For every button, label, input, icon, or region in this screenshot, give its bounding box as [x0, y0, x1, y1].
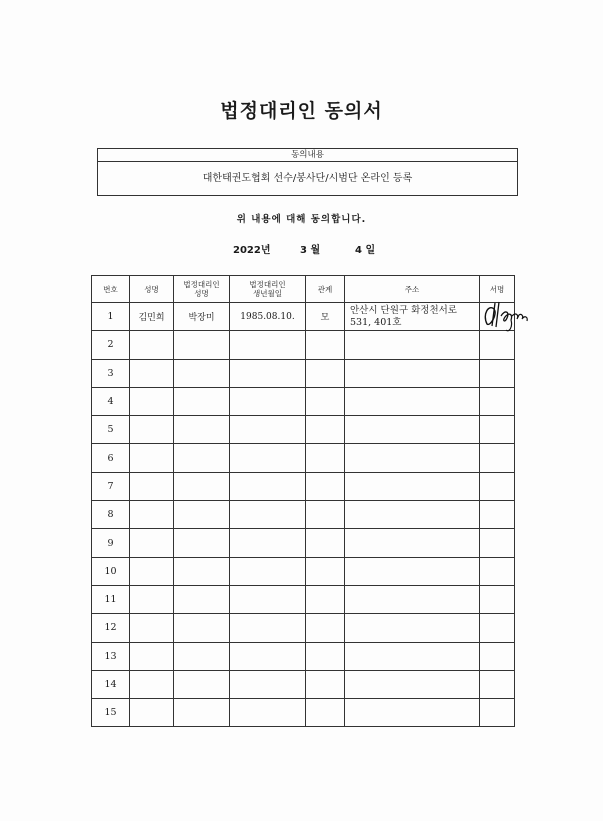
- row-number: 3: [92, 359, 130, 387]
- row-signature: [480, 359, 515, 387]
- consent-body: 대한태권도협회 선수/봉사단/시범단 온라인 등록: [202, 173, 413, 184]
- row-address: 안산시 단원구 화정천서로 531, 401호: [345, 303, 480, 331]
- row-birth: [230, 501, 306, 529]
- row-birth: [230, 642, 306, 670]
- row-birth: [230, 387, 306, 415]
- table-row: [92, 472, 515, 500]
- header-guardian-birth-line1: 법정대리인: [249, 280, 286, 289]
- table-header-row: [92, 276, 515, 303]
- row-name: [130, 416, 174, 444]
- row-signature: [480, 472, 515, 500]
- row-number: 13: [92, 642, 130, 670]
- row-guardian: [174, 444, 230, 472]
- table-row: [92, 444, 515, 472]
- row-guardian: [174, 529, 230, 557]
- row-number: 8: [92, 501, 130, 529]
- header-guardian-birth: [230, 276, 306, 303]
- row-signature: [480, 670, 515, 698]
- row-signature: [480, 699, 515, 727]
- date-year: 2022년: [233, 245, 271, 256]
- table-row: [92, 387, 515, 415]
- row-signature: [480, 501, 515, 529]
- row-address: [345, 387, 480, 415]
- row-guardian: [174, 699, 230, 727]
- date-line: [0, 241, 603, 255]
- table-row: [92, 614, 515, 642]
- row-signature: [480, 387, 515, 415]
- header-guardian-birth-line2: 생년월일: [253, 289, 282, 298]
- header-guardian-name: [174, 276, 230, 303]
- row-number: 2: [92, 331, 130, 359]
- row-guardian: [174, 557, 230, 585]
- row-number: 12: [92, 614, 130, 642]
- row-birth: [230, 331, 306, 359]
- row-guardian: [174, 614, 230, 642]
- row-address: [345, 557, 480, 585]
- row-relation: [306, 472, 345, 500]
- row-name: [130, 472, 174, 500]
- row-number: 9: [92, 529, 130, 557]
- row-relation: 모: [306, 303, 345, 331]
- consent-header: 동의내용: [98, 149, 517, 162]
- row-guardian: [174, 472, 230, 500]
- row-number: 7: [92, 472, 130, 500]
- row-name: [130, 529, 174, 557]
- row-number: 6: [92, 444, 130, 472]
- header-address: 주소: [345, 276, 480, 303]
- table-row: [92, 585, 515, 613]
- table-row: [92, 416, 515, 444]
- row-address: [345, 642, 480, 670]
- row-address: [345, 416, 480, 444]
- row-number: 5: [92, 416, 130, 444]
- row-relation: [306, 416, 345, 444]
- header-guardian-name-line1: 법정대리인: [183, 280, 220, 289]
- row-number: 14: [92, 670, 130, 698]
- row-guardian: [174, 331, 230, 359]
- row-name: [130, 614, 174, 642]
- table-row: [92, 331, 515, 359]
- date-day: 4 일: [355, 245, 376, 256]
- table-row: [92, 670, 515, 698]
- table-row: [92, 699, 515, 727]
- row-relation: [306, 557, 345, 585]
- table-row: [92, 359, 515, 387]
- row-address: [345, 670, 480, 698]
- row-birth: 1985.08.10.: [230, 303, 306, 331]
- row-relation: [306, 699, 345, 727]
- row-signature: [480, 557, 515, 585]
- row-birth: [230, 670, 306, 698]
- row-guardian: [174, 416, 230, 444]
- row-name: [130, 501, 174, 529]
- row-birth: [230, 416, 306, 444]
- row-guardian: [174, 642, 230, 670]
- row-birth: [230, 585, 306, 613]
- page-title: 법정대리인 동의서: [220, 100, 383, 122]
- row-relation: [306, 359, 345, 387]
- row-name: 김민희: [130, 303, 174, 331]
- header-guardian-name-line2: 성명: [194, 289, 209, 298]
- row-guardian: [174, 585, 230, 613]
- row-address: [345, 585, 480, 613]
- row-address: [345, 331, 480, 359]
- row-name: [130, 557, 174, 585]
- row-number: 15: [92, 699, 130, 727]
- row-signature: [480, 614, 515, 642]
- row-signature: [480, 444, 515, 472]
- row-name: [130, 387, 174, 415]
- row-relation: [306, 670, 345, 698]
- date-month: 3 월: [300, 245, 321, 256]
- table-row: [92, 557, 515, 585]
- row-relation: [306, 642, 345, 670]
- row-address: [345, 614, 480, 642]
- row-name: [130, 444, 174, 472]
- row-guardian: 박장미: [174, 303, 230, 331]
- row-birth: [230, 359, 306, 387]
- row-name: [130, 642, 174, 670]
- table-row: [92, 501, 515, 529]
- row-name: [130, 331, 174, 359]
- row-number: 1: [92, 303, 130, 331]
- row-guardian: [174, 501, 230, 529]
- row-number: 4: [92, 387, 130, 415]
- header-signature: 서명: [480, 276, 515, 303]
- row-name: [130, 670, 174, 698]
- row-birth: [230, 444, 306, 472]
- header-name: 성명: [130, 276, 174, 303]
- row-relation: [306, 444, 345, 472]
- row-address: [345, 472, 480, 500]
- header-no: 번호: [92, 276, 130, 303]
- row-relation: [306, 614, 345, 642]
- row-relation: [306, 585, 345, 613]
- row-birth: [230, 472, 306, 500]
- row-address: [345, 699, 480, 727]
- row-number: 11: [92, 585, 130, 613]
- handwritten-signature-icon: [481, 300, 531, 334]
- row-birth: [230, 699, 306, 727]
- row-signature: [480, 331, 515, 359]
- row-guardian: [174, 387, 230, 415]
- row-name: [130, 585, 174, 613]
- row-number: 10: [92, 557, 130, 585]
- row-address: [345, 529, 480, 557]
- table-row: [92, 303, 515, 331]
- table-row: [92, 529, 515, 557]
- row-birth: [230, 557, 306, 585]
- row-guardian: [174, 359, 230, 387]
- row-relation: [306, 331, 345, 359]
- row-birth: [230, 529, 306, 557]
- row-signature: [480, 642, 515, 670]
- agree-statement: 위 내용에 대해 동의합니다.: [236, 214, 367, 225]
- row-guardian: [174, 670, 230, 698]
- row-name: [130, 699, 174, 727]
- row-birth: [230, 614, 306, 642]
- row-signature: [480, 303, 515, 331]
- row-address: [345, 444, 480, 472]
- row-signature: [480, 585, 515, 613]
- signature-table: [91, 275, 515, 727]
- header-relation: 관계: [306, 276, 345, 303]
- row-name: [130, 359, 174, 387]
- table-row: [92, 642, 515, 670]
- row-relation: [306, 501, 345, 529]
- row-address: [345, 359, 480, 387]
- row-relation: [306, 387, 345, 415]
- row-signature: [480, 416, 515, 444]
- consent-box: [97, 148, 518, 196]
- row-address: [345, 501, 480, 529]
- row-relation: [306, 529, 345, 557]
- row-signature: [480, 529, 515, 557]
